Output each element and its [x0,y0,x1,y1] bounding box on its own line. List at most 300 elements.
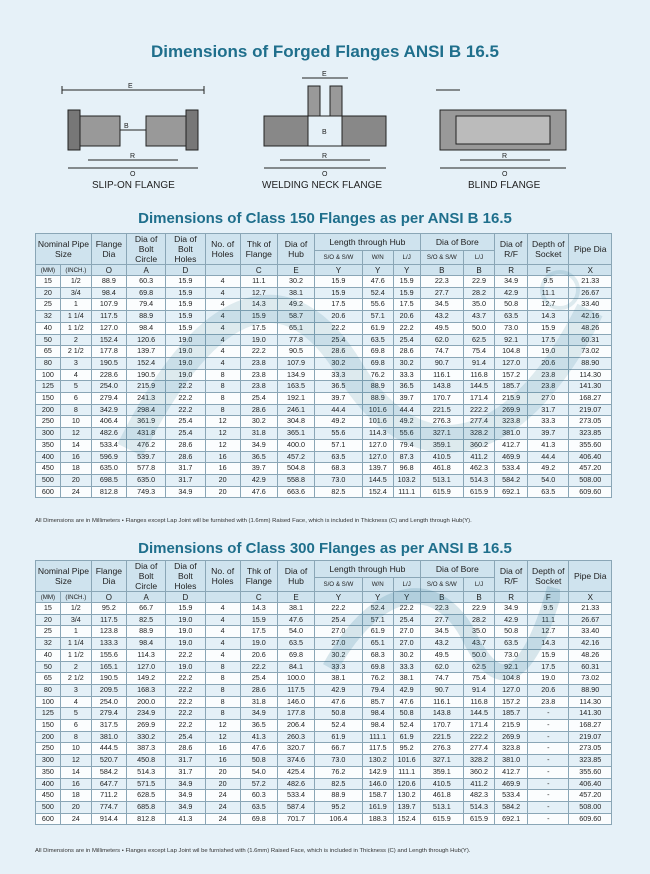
table-cell: 35.0 [464,626,495,638]
bore-header: Dia of Bore [420,234,494,251]
table-cell: 80 [36,357,61,369]
table-cell: 44.4 [528,451,569,463]
table-cell: 73.0 [495,322,528,334]
table-cell: 276.3 [420,416,463,428]
table-cell: 18 [60,463,91,475]
table-cell: 8 [60,404,91,416]
table-cell: 60.3 [240,790,277,802]
table-cell: 19.0 [240,638,277,650]
class150-body [36,276,612,498]
table-cell: 327.1 [420,755,463,767]
table-cell: 22.2 [166,404,205,416]
letter-y3: Y [393,265,420,276]
table-cell: - [528,778,569,790]
table-cell: 482.3 [464,790,495,802]
table-cell: 298.4 [126,404,165,416]
table-cell: 101.6 [393,755,420,767]
table-cell: 22.2 [240,346,277,358]
letter-d: D [166,265,205,276]
no-holes-header: No. of Holes [205,561,240,592]
table-cell: 279.4 [91,708,126,720]
table-cell: 57.2 [240,778,277,790]
table-cell: 36.5 [240,720,277,732]
table-cell: 11.1 [528,287,569,299]
table-cell: 177.8 [91,346,126,358]
table-cell: 26.67 [569,287,612,299]
table-cell: 74.7 [420,346,463,358]
table-cell: 615.9 [420,813,463,825]
table-cell: 50.8 [393,708,420,720]
table-cell: 19.0 [166,369,205,381]
table-cell: 65 [36,346,61,358]
hub-header: Dia of Hub [277,234,314,265]
table-row [36,755,612,767]
table-cell: 23.8 [240,381,277,393]
table-cell: 52.4 [362,287,393,299]
letter-d: D [166,592,205,603]
table-cell: 76.2 [362,369,393,381]
table-cell: 469.9 [495,451,528,463]
table-cell: 27.0 [393,638,420,650]
table-cell: 85.7 [362,696,393,708]
table-cell: 79.4 [126,299,165,311]
table-cell: 914.4 [91,813,126,825]
table-cell: 127.0 [91,322,126,334]
table-cell: 381.0 [495,428,528,440]
table-cell: - [528,801,569,813]
class300-body [36,603,612,825]
table-cell: 168.27 [569,393,612,405]
bolt-holes-header: Dia of Bolt Holes [166,234,205,265]
table-cell: 4 [205,614,240,626]
table-cell: 360.2 [464,766,495,778]
table-cell: 374.6 [277,755,314,767]
table-cell: 123.8 [91,626,126,638]
table-cell: 31.7 [166,474,205,486]
table-cell: 514.3 [464,474,495,486]
table-cell: 62.5 [464,334,495,346]
table-cell: 27.7 [420,614,463,626]
table-cell: 685.8 [126,801,165,813]
mm-subheader: (MM) [36,265,61,276]
table-cell: 49.2 [315,416,363,428]
table-cell: 209.5 [91,684,126,696]
table-cell: 185.7 [495,381,528,393]
table-cell: 65 [36,673,61,685]
table-cell: 82.5 [315,486,363,498]
bolt-circle-header: Dia of Bolt Circle [126,561,165,592]
bore-so-sw-subheader: S/O & S/W [420,577,463,591]
table-cell: 533.4 [495,790,528,802]
table-cell: 42.9 [495,614,528,626]
class300-note: All Dimensions are in Millimeters • Flanges except Lap Joint wil be furnished with (1.6mm) Raised Face, which is included in Thickness (C) and Length through Hub(Y). [35,848,471,854]
table-cell: 36.5 [393,381,420,393]
table-cell: 31.7 [528,404,569,416]
table-cell: 14.3 [240,603,277,615]
table-cell: 342.9 [91,404,126,416]
table-cell: 22.2 [166,708,205,720]
letter-r: R [495,265,528,276]
table-cell: 120.6 [126,334,165,346]
table-cell: 431.8 [126,428,165,440]
table-cell: 43.7 [464,311,495,323]
letter-b1: B [420,265,463,276]
table-cell: 170.7 [420,720,463,732]
table-cell: 33.40 [569,626,612,638]
table-cell: 50.8 [495,626,528,638]
table-cell: 17.5 [315,299,363,311]
table-cell: 25 [36,626,61,638]
table-cell: 76.2 [362,673,393,685]
table-cell: 30.2 [393,649,420,661]
table-cell: 206.4 [277,720,314,732]
table-cell: 49.2 [277,299,314,311]
table-cell: 54.0 [528,474,569,486]
table-cell: 32 [36,638,61,650]
table-cell: 82.5 [126,614,165,626]
table-cell: 508.00 [569,474,612,486]
table-cell: 609.60 [569,813,612,825]
table-cell: 127.0 [495,357,528,369]
table-cell: 43.7 [464,638,495,650]
table-cell: 42.9 [495,287,528,299]
table-cell: 127.0 [362,439,393,451]
table-cell: 95.2 [91,603,126,615]
table-cell: 22.2 [393,322,420,334]
table-cell: 19.0 [166,626,205,638]
table-cell: 96.8 [393,463,420,475]
table-cell: 41.3 [166,813,205,825]
table-cell: 34.5 [420,626,463,638]
table-cell: 450 [36,463,61,475]
table-cell: 20 [205,474,240,486]
table-cell: 25.4 [166,428,205,440]
table-cell: 277.4 [464,416,495,428]
table-cell: 15.9 [166,603,205,615]
table-cell: 65.1 [277,322,314,334]
table-cell: 103.2 [393,474,420,486]
table-cell: 24 [205,790,240,802]
table-cell: 8 [205,381,240,393]
table-cell: 11.1 [528,614,569,626]
table-cell: 3/4 [60,287,91,299]
table-row [36,381,612,393]
table-cell: 127.0 [126,661,165,673]
svg-text:R: R [322,153,328,160]
table-cell: 25.4 [240,673,277,685]
table-cell: 20 [36,287,61,299]
table-cell: 19.0 [528,673,569,685]
table-cell: 514.3 [126,766,165,778]
svg-text:O: O [502,171,508,176]
welding-neck-flange-diagram [250,68,400,176]
table-cell: 20.6 [393,311,420,323]
table-cell: 22.2 [166,649,205,661]
table-cell: 28.2 [464,287,495,299]
table-cell: 600 [36,813,61,825]
table-cell: 133.3 [91,638,126,650]
table-cell: 117.5 [91,311,126,323]
table-cell: 188.3 [362,813,393,825]
table-cell: 8 [205,708,240,720]
table-cell: 269.9 [495,404,528,416]
table-cell: 200.0 [126,696,165,708]
table-cell: 513.1 [420,474,463,486]
table-cell: 328.2 [464,755,495,767]
table-cell: 88.9 [91,276,126,288]
table-cell: 300 [36,428,61,440]
table-cell: 25 [36,299,61,311]
table-cell: 812.8 [91,486,126,498]
table-cell: 361.9 [126,416,165,428]
table-cell: 25.4 [393,614,420,626]
table-cell: 20.6 [528,684,569,696]
bolt-circle-header: Dia of Bolt Circle [126,234,165,265]
table-cell: 107.9 [91,299,126,311]
table-cell: 25.4 [240,393,277,405]
table-cell: 774.7 [91,801,126,813]
table-cell: 28.2 [464,614,495,626]
table-cell: 90.7 [420,357,463,369]
table-cell: 22.3 [420,603,463,615]
table-cell: 12 [205,416,240,428]
table-cell: 8 [205,684,240,696]
table-cell: 273.05 [569,743,612,755]
table-row [36,346,612,358]
table-cell: 69.8 [277,649,314,661]
table-cell: 117.5 [277,684,314,696]
table-cell: 8 [205,393,240,405]
table-cell: 260.3 [277,731,314,743]
table-cell: 584.2 [495,474,528,486]
table-cell: 2 [60,661,91,673]
letter-y2: Y [362,265,393,276]
table-cell: 400.0 [277,439,314,451]
table-cell: 359.1 [420,439,463,451]
table-cell: 100 [36,696,61,708]
table-cell: 33.3 [393,369,420,381]
table-cell: 12 [60,755,91,767]
table-cell: 8 [205,661,240,673]
table-cell: 500 [36,801,61,813]
table-cell: 215.9 [126,381,165,393]
table-cell: 98.4 [126,322,165,334]
table-cell: 87.3 [393,451,420,463]
table-cell: 327.1 [420,428,463,440]
table-cell: - [528,790,569,802]
table-cell: 49.2 [393,416,420,428]
table-cell: 12 [60,428,91,440]
table-cell: 62.5 [464,661,495,673]
table-cell: 16 [60,778,91,790]
svg-text:E: E [322,71,327,78]
table-row [36,801,612,813]
letter-a: A [126,265,165,276]
table-cell: 69.8 [362,661,393,673]
table-cell: 50.0 [464,322,495,334]
table-cell: 12 [205,720,240,732]
table-cell: 28.6 [166,439,205,451]
table-cell: 50.8 [315,708,363,720]
table-cell: 52.4 [315,720,363,732]
table-cell: 28.6 [166,743,205,755]
so-sw-subheader: S/O & S/W [315,577,363,591]
table-cell: 323.8 [495,743,528,755]
table-cell: 31.7 [166,463,205,475]
bore-header: Dia of Bore [420,561,494,578]
table-cell: 69.8 [240,813,277,825]
table-row [36,626,612,638]
table-row [36,474,612,486]
table-cell: 98.4 [362,708,393,720]
table-cell: 16 [205,743,240,755]
table-cell: 63.5 [362,334,393,346]
table-cell: 40 [36,649,61,661]
table-cell: 41.3 [240,731,277,743]
table-cell: 33.40 [569,299,612,311]
table-cell: 88.9 [126,626,165,638]
table-cell: 68.3 [315,463,363,475]
table-row [36,357,612,369]
table-cell: 406.4 [91,416,126,428]
table-cell: 221.5 [420,404,463,416]
table-cell: 34.5 [420,299,463,311]
letter-blank [205,592,240,603]
table-cell: 4 [205,311,240,323]
table-cell: 15.9 [240,614,277,626]
letter-c: C [240,592,277,603]
nominal-header: Nominal Pipe Size [36,234,92,265]
table-cell: 23.8 [528,696,569,708]
table-cell: 60.31 [569,661,612,673]
table-cell: 20 [205,778,240,790]
table-cell: 4 [205,276,240,288]
table-cell: 31.8 [240,428,277,440]
table-cell: 127.0 [362,451,393,463]
table-cell: 47.6 [240,743,277,755]
table-cell: 596.9 [91,451,126,463]
table-cell: 411.2 [464,451,495,463]
table-cell: 359.1 [420,766,463,778]
table-cell: 98.4 [91,287,126,299]
table-cell: 254.0 [91,381,126,393]
table-cell: 143.8 [420,381,463,393]
table-cell: 100 [36,369,61,381]
table-cell: 539.7 [126,451,165,463]
table-cell: 500 [36,474,61,486]
letter-f: F [528,265,569,276]
table-row [36,684,612,696]
table-cell: 711.2 [91,790,126,802]
table-cell: 157.2 [495,369,528,381]
table-cell: 461.8 [420,790,463,802]
table-row [36,311,612,323]
welding-neck-flange-caption: WELDING NECK FLANGE [262,180,383,191]
table-cell: 215.9 [495,720,528,732]
table-cell: 12 [205,731,240,743]
table-cell: 20.6 [528,357,569,369]
table-cell: 273.05 [569,416,612,428]
table-cell: 55.6 [362,299,393,311]
table-cell: 28.6 [315,346,363,358]
table-cell: 68.3 [362,649,393,661]
table-cell: 114.30 [569,696,612,708]
table-cell: 22.2 [393,603,420,615]
table-cell: 90.7 [420,684,463,696]
table-cell: 4 [205,287,240,299]
table-cell: 111.1 [393,766,420,778]
table-cell: - [528,731,569,743]
table-row [36,649,612,661]
svg-text:R: R [130,153,136,160]
table-cell: 73.02 [569,346,612,358]
table-cell: 410.5 [420,451,463,463]
table-cell: 246.1 [277,404,314,416]
table-cell: 66.7 [315,743,363,755]
table-cell: 106.4 [315,813,363,825]
table-row [36,673,612,685]
table-cell: 157.2 [495,696,528,708]
table-cell: 20 [60,474,91,486]
table-row [36,287,612,299]
table-cell: 365.1 [277,428,314,440]
svg-text:R: R [502,153,508,160]
table-cell: 60.31 [569,334,612,346]
table-cell: 32 [36,311,61,323]
table-cell: 91.4 [464,357,495,369]
table-cell: 228.6 [91,369,126,381]
table-cell: 11.1 [240,276,277,288]
table-cell: 19.0 [166,334,205,346]
letter-b2: B [464,592,495,603]
table-cell: 2 1/2 [60,673,91,685]
table-cell: 165.1 [91,661,126,673]
class300-title: Dimensions of Class 300 Flanges as per ANSI B 16.5 [138,540,512,557]
table-cell: 28.6 [240,684,277,696]
table-cell: 22.2 [240,661,277,673]
table-cell: 4 [205,299,240,311]
table-cell: 158.7 [362,790,393,802]
table-cell: 54.0 [240,766,277,778]
table-cell: 104.8 [495,673,528,685]
table-row [36,439,612,451]
table-cell: 20 [60,801,91,813]
table-cell: 24 [60,486,91,498]
table-cell: 63.5 [240,801,277,813]
table-cell: 25.4 [393,334,420,346]
table-cell: 21.33 [569,603,612,615]
table-cell: 411.2 [464,778,495,790]
table-cell: 600 [36,486,61,498]
table-cell: 141.30 [569,381,612,393]
table-row [36,696,612,708]
table-cell: 15.9 [393,287,420,299]
table-cell: 1/2 [60,276,91,288]
table-row [36,322,612,334]
table-cell: 100.0 [277,673,314,685]
table-cell: 42.16 [569,311,612,323]
table-cell: 19.0 [240,334,277,346]
table-cell: 5 [60,381,91,393]
flange-dia-header: Flange Dia [91,561,126,592]
table-cell: 1 1/2 [60,322,91,334]
table-cell: 22.9 [464,603,495,615]
table-cell: 31.7 [166,755,205,767]
table-cell: 508.00 [569,801,612,813]
table-cell: 234.9 [126,708,165,720]
class150-table [35,233,612,498]
table-cell: 16 [205,451,240,463]
